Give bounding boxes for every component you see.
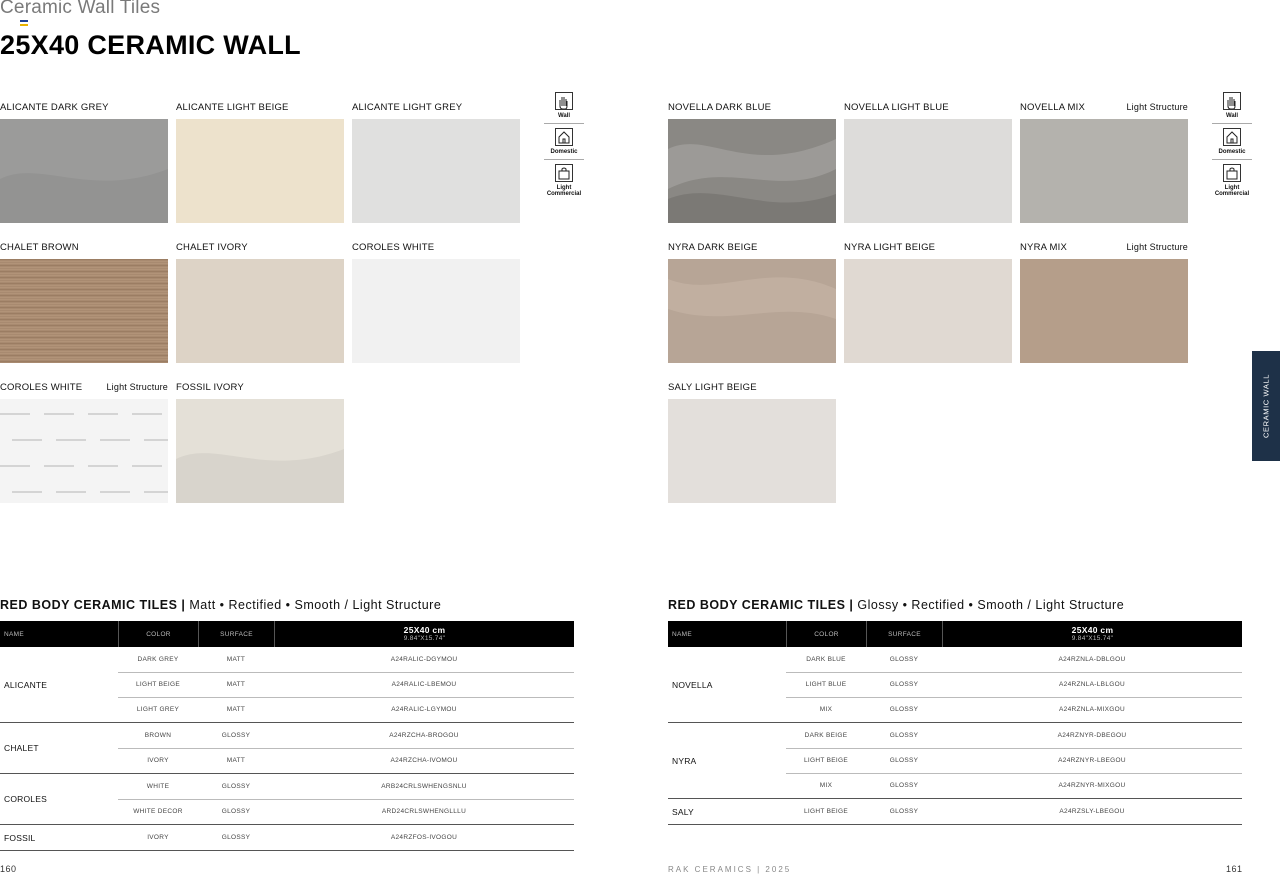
tile-name: ALICANTE DARK GREY bbox=[0, 102, 109, 113]
right-product-table bbox=[668, 621, 1242, 825]
product-name: NOVELLA bbox=[672, 679, 713, 690]
cell-color: LIGHT BEIGE bbox=[136, 681, 180, 688]
tile-texture bbox=[1020, 119, 1188, 223]
product-name: COROLES bbox=[4, 794, 47, 804]
hand-icon bbox=[1223, 92, 1241, 110]
table-row bbox=[668, 672, 1242, 697]
section-side-tab[interactable] bbox=[1252, 351, 1280, 461]
tile-swatch[interactable] bbox=[176, 119, 344, 223]
table-row bbox=[0, 672, 574, 697]
usage-icons-left bbox=[544, 92, 584, 197]
table-group bbox=[668, 799, 1242, 825]
tile-label bbox=[844, 242, 1012, 253]
size-cm: 25X40 cm bbox=[403, 624, 446, 635]
usage-divider bbox=[1212, 159, 1252, 160]
tile-texture bbox=[668, 119, 836, 223]
usage-divider bbox=[544, 159, 584, 160]
table-row bbox=[668, 647, 1242, 672]
column-size bbox=[274, 621, 574, 647]
tile-texture bbox=[668, 399, 836, 503]
flag-stripe bbox=[20, 24, 28, 26]
tile-swatch[interactable] bbox=[668, 119, 836, 223]
usage-label: Wall bbox=[557, 113, 571, 119]
cell-color: LIGHT BEIGE bbox=[804, 757, 848, 764]
product-name: CHALET bbox=[4, 743, 39, 753]
cell-code: A24RALIC-DGYMOU bbox=[390, 656, 458, 663]
usage-label-line: Light bbox=[556, 185, 572, 191]
tile-texture bbox=[0, 119, 168, 223]
house-icon bbox=[555, 128, 573, 146]
cell-code: A24RZNLA-DBLGOU bbox=[1058, 656, 1126, 663]
tile-name: CHALET IVORY bbox=[176, 242, 248, 253]
cell-color: LIGHT BLUE bbox=[805, 681, 847, 688]
cell-code: A24RZFOS-IVOGOU bbox=[390, 834, 458, 841]
usage-label-line: Commercial bbox=[546, 191, 582, 197]
cell-color: DARK GREY bbox=[137, 656, 179, 663]
usage-divider bbox=[544, 123, 584, 124]
cell-color: BROWN bbox=[144, 732, 172, 739]
table-row bbox=[0, 647, 574, 672]
size-inch: 9.84"X15.74" bbox=[1071, 634, 1114, 642]
column-surface: SURFACE bbox=[866, 621, 942, 647]
cell-color: IVORY bbox=[147, 757, 169, 764]
cell-code: A24RZNYR-DBEGOU bbox=[1057, 732, 1127, 739]
tile-label bbox=[844, 102, 1012, 113]
table-group bbox=[668, 647, 1242, 723]
tile-name: NYRA DARK BEIGE bbox=[668, 242, 758, 253]
heading-rest: Glossy • Rectified • Smooth / Light Structure bbox=[853, 598, 1125, 612]
cell-surface: GLOSSY bbox=[889, 681, 919, 688]
tile-swatch[interactable] bbox=[176, 399, 344, 503]
table-row bbox=[0, 748, 574, 773]
cell-code: A24RZCHA-IVOMOU bbox=[390, 757, 458, 764]
product-name: NYRA bbox=[672, 755, 697, 766]
tile-name: FOSSIL IVORY bbox=[176, 382, 244, 393]
column-name: NAME bbox=[4, 630, 24, 638]
table-group bbox=[0, 825, 574, 851]
table-header bbox=[0, 621, 574, 647]
cell-surface: MATT bbox=[226, 681, 246, 688]
flag-icon bbox=[20, 20, 28, 26]
tile-label bbox=[1020, 102, 1188, 113]
column-color: COLOR bbox=[786, 621, 866, 647]
tile-label bbox=[0, 382, 168, 393]
tile-name: CHALET BROWN bbox=[0, 242, 79, 253]
house-icon bbox=[1223, 128, 1241, 146]
cell-color: DARK BEIGE bbox=[804, 732, 848, 739]
tile-label bbox=[0, 102, 168, 113]
tile-name: COROLES WHITE bbox=[0, 382, 83, 393]
tile-structure-label: Light Structure bbox=[1126, 242, 1188, 252]
tile-texture bbox=[844, 119, 1012, 223]
usage-label bbox=[1212, 185, 1252, 197]
cell-code: A24RZNLA-MIXGOU bbox=[1059, 706, 1125, 713]
column-size bbox=[942, 621, 1242, 647]
size-cm: 25X40 cm bbox=[1071, 624, 1114, 635]
table-group bbox=[668, 723, 1242, 799]
tile-label bbox=[668, 242, 836, 253]
page-number-right: 161 bbox=[1226, 864, 1243, 874]
tile-swatch[interactable] bbox=[844, 119, 1012, 223]
cell-color: IVORY bbox=[147, 834, 169, 841]
tile-label bbox=[176, 382, 344, 393]
tile-texture bbox=[0, 259, 168, 363]
tile-texture bbox=[176, 119, 344, 223]
tile-swatch[interactable] bbox=[0, 399, 168, 503]
heading-bold: RED BODY CERAMIC TILES | bbox=[668, 598, 854, 612]
tile-name: NOVELLA LIGHT BLUE bbox=[844, 102, 949, 113]
cell-code: A24RALIC-LBEMOU bbox=[391, 681, 457, 688]
table-row bbox=[0, 697, 574, 722]
table-row bbox=[0, 723, 574, 748]
tile-swatch[interactable] bbox=[844, 259, 1012, 363]
cell-surface: GLOSSY bbox=[889, 706, 919, 713]
size-inch: 9.84"X15.74" bbox=[403, 634, 446, 642]
shopping-bag-icon bbox=[1223, 164, 1241, 182]
cell-surface: GLOSSY bbox=[889, 757, 919, 764]
cell-code: A24RALIC-LGYMOU bbox=[391, 706, 457, 713]
cell-surface: GLOSSY bbox=[221, 783, 251, 790]
tile-texture bbox=[176, 259, 344, 363]
cell-surface: MATT bbox=[226, 656, 246, 663]
page-number-left: 160 bbox=[0, 864, 17, 874]
tile-texture bbox=[1020, 259, 1188, 363]
table-row bbox=[668, 723, 1242, 748]
tile-label bbox=[352, 102, 520, 113]
tile-texture bbox=[668, 259, 836, 363]
column-surface: SURFACE bbox=[198, 621, 274, 647]
tile-swatch[interactable] bbox=[176, 259, 344, 363]
cell-code: A24RZNYR-MIXGOU bbox=[1058, 782, 1126, 789]
heading-rest: Matt • Rectified • Smooth / Light Structure bbox=[185, 598, 442, 612]
tile-swatch[interactable] bbox=[352, 259, 520, 363]
table-group bbox=[0, 774, 574, 825]
tile-texture bbox=[0, 399, 168, 503]
tile-label bbox=[668, 102, 836, 113]
tile-name: COROLES WHITE bbox=[352, 242, 435, 253]
tile-texture bbox=[844, 259, 1012, 363]
tile-label bbox=[176, 242, 344, 253]
tile-name: NOVELLA DARK BLUE bbox=[668, 102, 772, 113]
tile-swatch[interactable] bbox=[668, 399, 836, 503]
cell-code: ARD24CRLSWHENGLLLU bbox=[381, 808, 467, 815]
table-row bbox=[0, 799, 574, 824]
usage-label: Domestic bbox=[550, 149, 578, 155]
tile-label bbox=[1020, 242, 1188, 253]
usage-icons-right bbox=[1212, 92, 1252, 197]
tile-name: SALY LIGHT BEIGE bbox=[668, 382, 757, 393]
footer-brand: RAK CERAMICS | 2025 bbox=[668, 865, 792, 874]
tile-texture bbox=[352, 259, 520, 363]
product-name: FOSSIL bbox=[4, 832, 36, 843]
tile-structure-label: Light Structure bbox=[1126, 102, 1188, 112]
product-name: SALY bbox=[672, 806, 694, 817]
cell-surface: MATT bbox=[226, 757, 246, 764]
page-title: 25X40 CERAMIC WALL bbox=[0, 30, 301, 60]
column-name: NAME bbox=[672, 630, 692, 638]
cell-color: DARK BLUE bbox=[806, 656, 846, 663]
tile-name: NOVELLA MIX bbox=[1020, 102, 1086, 113]
table-row bbox=[668, 748, 1242, 773]
right-table-heading bbox=[668, 598, 1124, 612]
heading-bold: RED BODY CERAMIC TILES | bbox=[0, 598, 186, 612]
table-group bbox=[0, 647, 574, 723]
hand-icon bbox=[555, 92, 573, 110]
table-row bbox=[0, 825, 574, 850]
tile-label bbox=[668, 382, 836, 393]
tile-label bbox=[176, 102, 344, 113]
usage-label-line: Light bbox=[1224, 185, 1240, 191]
column-color: COLOR bbox=[118, 621, 198, 647]
tile-swatch[interactable] bbox=[0, 259, 168, 363]
cell-color: WHITE bbox=[146, 783, 170, 790]
cell-surface: GLOSSY bbox=[221, 808, 251, 815]
usage-divider bbox=[1212, 123, 1252, 124]
cell-color: MIX bbox=[819, 706, 833, 713]
tile-texture bbox=[352, 119, 520, 223]
table-group bbox=[0, 723, 574, 774]
cell-surface: MATT bbox=[226, 706, 246, 713]
usage-label: Wall bbox=[1225, 113, 1239, 119]
tile-swatch[interactable] bbox=[668, 259, 836, 363]
tile-name: ALICANTE LIGHT BEIGE bbox=[176, 102, 289, 113]
shopping-bag-icon bbox=[555, 164, 573, 182]
left-table-heading bbox=[0, 598, 441, 612]
cell-color: LIGHT BEIGE bbox=[804, 808, 848, 815]
cell-code: A24RZCHA-BROGOU bbox=[389, 732, 459, 739]
side-tab-label: CERAMIC WALL bbox=[1261, 373, 1271, 439]
tile-texture bbox=[176, 399, 344, 503]
cell-code: A24RZNLA-LBLGOU bbox=[1059, 681, 1125, 688]
table-header bbox=[668, 621, 1242, 647]
tile-label bbox=[0, 242, 168, 253]
section-supertitle: Ceramic Wall Tiles bbox=[0, 0, 161, 18]
usage-label bbox=[544, 185, 584, 197]
cell-surface: GLOSSY bbox=[221, 834, 251, 841]
tile-swatch[interactable] bbox=[1020, 119, 1188, 223]
table-row bbox=[668, 773, 1242, 798]
table-row bbox=[668, 697, 1242, 722]
cell-surface: GLOSSY bbox=[889, 656, 919, 663]
cell-surface: GLOSSY bbox=[889, 732, 919, 739]
cell-code: A24RZSLY-LBEGOU bbox=[1059, 808, 1125, 815]
usage-label-line: Commercial bbox=[1214, 191, 1250, 197]
cell-code: ARB24CRLSWHENGSNLU bbox=[381, 783, 467, 790]
cell-surface: GLOSSY bbox=[889, 808, 919, 815]
tile-name: NYRA MIX bbox=[1020, 242, 1067, 253]
tile-swatch[interactable] bbox=[0, 119, 168, 223]
cell-surface: GLOSSY bbox=[889, 782, 919, 789]
table-row bbox=[668, 799, 1242, 824]
tile-name: ALICANTE LIGHT GREY bbox=[352, 102, 463, 113]
tile-swatch[interactable] bbox=[1020, 259, 1188, 363]
cell-color: LIGHT GREY bbox=[136, 706, 180, 713]
left-product-table bbox=[0, 621, 574, 851]
cell-code: A24RZNYR-LBEGOU bbox=[1058, 757, 1126, 764]
product-name: ALICANTE bbox=[4, 679, 48, 690]
tile-structure-label: Light Structure bbox=[106, 382, 168, 392]
tile-label bbox=[352, 242, 520, 253]
table-row bbox=[0, 774, 574, 799]
cell-color: WHITE DECOR bbox=[133, 808, 183, 815]
cell-surface: GLOSSY bbox=[221, 732, 251, 739]
tile-swatch[interactable] bbox=[352, 119, 520, 223]
tile-name: NYRA LIGHT BEIGE bbox=[844, 242, 936, 253]
cell-color: MIX bbox=[819, 782, 833, 789]
usage-label: Domestic bbox=[1218, 149, 1246, 155]
